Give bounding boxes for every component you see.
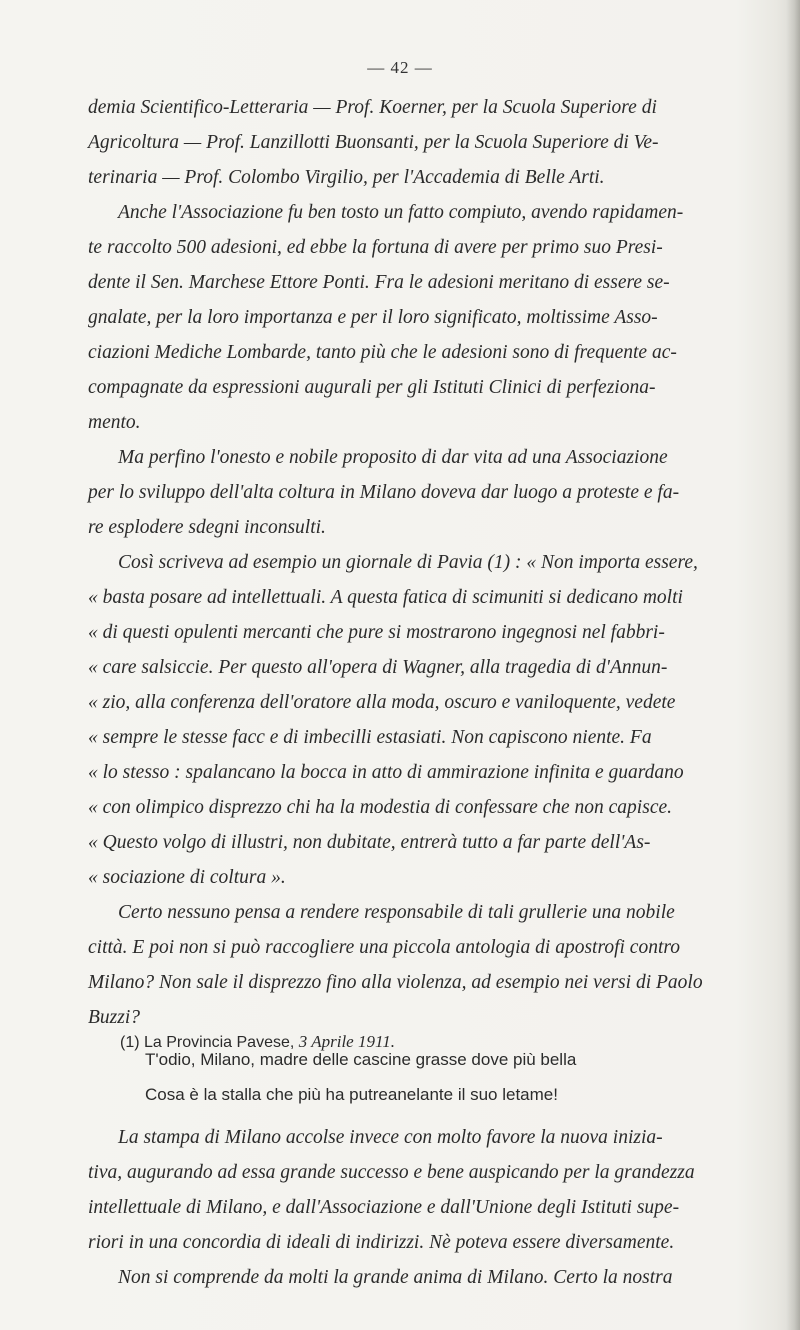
text-line: per lo sviluppo dell'alta coltura in Milano doveva dar luogo a proteste e fa-: [88, 482, 680, 503]
paragraph-start: Ma perfino l'onesto e nobile proposito di dar vita ad una Associazione: [118, 447, 668, 468]
quote-line: « basta posare ad intellettuali. A questa fatica di scimuniti si dedicano molti: [88, 587, 683, 608]
quote-line: « sociazione di coltura ».: [88, 867, 286, 888]
text-line: re esplodere sdegni inconsulti.: [88, 517, 326, 538]
footnote-source: La Provincia Pavese,: [144, 1034, 295, 1051]
verse-line: Cosa è la stalla che più ha putreanelante il suo letame!: [145, 1085, 558, 1104]
quote-line: « lo stesso : spalancano la bocca in atto di ammirazione infinita e guardano: [88, 762, 684, 783]
text-line: dente il Sen. Marchese Ettore Ponti. Fra le adesioni meritano di essere se-: [88, 272, 670, 293]
quote-line: « zio, alla conferenza dell'oratore alla moda, oscuro e vaniloquente, vedete: [88, 692, 676, 713]
text-line: gnalate, per la loro importanza e per il loro significato, moltissime Asso-: [88, 307, 658, 328]
footnote-marker: (1): [120, 1034, 140, 1051]
text-line: Agricoltura — Prof. Lanzillotti Buonsanti, per la Scuola Superiore di Ve-: [88, 132, 659, 153]
text-line: te raccolto 500 adesioni, ed ebbe la fortuna di avere per primo suo Presi-: [88, 237, 663, 258]
text-line: ciazioni Mediche Lombarde, tanto più che le adesioni sono di frequente ac-: [88, 342, 677, 363]
body-text: [88, 90, 788, 1295]
text-line: terinaria — Prof. Colombo Virgilio, per l'Accademia di Belle Arti.: [88, 167, 605, 188]
footnote: [120, 1032, 395, 1052]
page-number: — 42 —: [367, 58, 433, 77]
quote-line: « care salsiccie. Per questo all'opera di Wagner, alla tragedia di d'Annun-: [88, 657, 668, 678]
text-line: tiva, augurando ad essa grande successo e bene auspicando per la grandezza: [88, 1162, 695, 1183]
text-line: mento.: [88, 412, 141, 433]
text-line: Buzzi?: [88, 1007, 141, 1028]
paragraph-start: Certo nessuno pensa a rendere responsabile di tali grullerie una nobile: [118, 902, 675, 923]
quote-line: « con olimpico disprezzo chi ha la modestia di confessare che non capisce.: [88, 797, 673, 818]
quote-line: « sempre le stesse facc e di imbecilli estasiati. Non capiscono niente. Fa: [88, 727, 652, 748]
page-edge-shadow: [786, 0, 800, 1330]
text-line: demia Scientifico-Letteraria — Prof. Koerner, per la Scuola Superiore di: [88, 97, 657, 118]
text-line: riori in una concordia di ideali di indirizzi. Nè poteva essere diversamente.: [88, 1232, 675, 1253]
text-line: città. E poi non si può raccogliere una piccola antologia di apostrofi contro: [88, 937, 680, 958]
text-line: Milano? Non sale il disprezzo fino alla violenza, ad esempio nei versi di Paolo: [88, 972, 703, 993]
text-line: intellettuale di Milano, e dall'Associazione e dall'Unione degli Istituti supe-: [88, 1197, 680, 1218]
paragraph-start: La stampa di Milano accolse invece con molto favore la nuova inizia-: [118, 1127, 663, 1148]
paragraph-start: Così scriveva ad esempio un giornale di Pavia (1) : « Non importa essere,: [118, 552, 698, 573]
paragraph-start: Anche l'Associazione fu ben tosto un fatto compiuto, avendo rapidamen-: [118, 202, 684, 223]
text-line: compagnate da espressioni augurali per gli Istituti Clinici di perfeziona-: [88, 377, 656, 398]
footnote-date: 3 Aprile 1911.: [298, 1032, 395, 1051]
text-line: Non si comprende da molti la grande anima di Milano. Certo la nostra: [118, 1267, 673, 1288]
quote-line: « di questi opulenti mercanti che pure si mostrarono ingegnosi nel fabbri-: [88, 622, 665, 643]
verse-line: T'odio, Milano, madre delle cascine grasse dove più bella: [145, 1050, 577, 1069]
quote-line: « Questo volgo di illustri, non dubitate, entrerà tutto a far parte dell'As-: [88, 832, 651, 853]
